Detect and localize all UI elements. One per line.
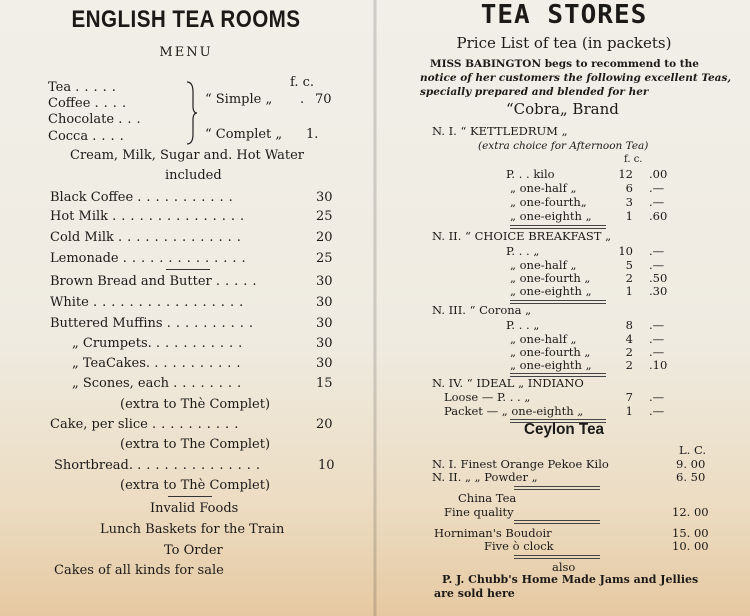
menu-item: „ Scones, each ........ [72, 376, 247, 391]
menu-price: 30 [316, 316, 333, 331]
page-fold [373, 0, 377, 616]
menu-item: Cold Milk .............. [50, 230, 246, 245]
intro-line-1: MISS BABINGTON begs to recommend to the [430, 58, 699, 70]
price-row-label: Packet — „ one-eighth „ [444, 404, 584, 418]
menu-price: 15 [316, 376, 333, 391]
menu-price: 30 [316, 274, 333, 289]
menu-price: 25 [316, 251, 333, 266]
price-row-label: „ one-fourth„ [510, 195, 587, 209]
price-row-c: .— [649, 332, 665, 346]
intro-line-2: notice of her customers the following excellent Teas, [420, 72, 732, 84]
ceylon-row-price: 9. 00 [676, 457, 706, 471]
menu-price: 25 [316, 209, 333, 224]
divider [514, 520, 600, 524]
kettledrum-note: (extra choice for Afternoon Tea) [478, 140, 649, 152]
tea-stores-title: TEA STORES [480, 0, 648, 30]
ceylon-currency: L. C. [679, 443, 706, 457]
menu-item: Brown Bread and Butter ..... [50, 274, 262, 289]
price-row-label: „ one-eighth „ [510, 209, 592, 223]
price-row-f: 6 [625, 181, 633, 195]
menu-price: 30 [316, 336, 333, 351]
horniman-boudoir-label: Horniman's Boudoir [434, 526, 552, 540]
ceylon-row-label: N. I. Finest Orange Pekoe Kilo [432, 457, 609, 471]
tea-heading-kettledrum: N. I. “ KETTLEDRUM „ [432, 124, 568, 138]
included-note-1: Cream, Milk, Sugar and. Hot Water [70, 148, 305, 163]
brand-name: “Cobra„ Brand [506, 100, 619, 118]
price-row-c: .— [649, 345, 665, 359]
lunch-baskets: Lunch Baskets for the Train [100, 522, 285, 537]
price-row-c: .— [649, 404, 665, 418]
five-o-clock-label: Five ò clock [484, 539, 554, 553]
tea-rooms-menu [0, 0, 372, 616]
divider [168, 496, 212, 497]
cakes-for-sale: Cakes of all kinds for sale [54, 563, 224, 578]
menu-item: Shortbread. .............. [54, 458, 265, 473]
basic-item-tea: Tea ..... [48, 80, 121, 95]
menu-price: 10 [318, 458, 335, 473]
basic-item-chocolate: Chocolate ... [48, 112, 146, 127]
price-row-c: .— [649, 390, 665, 404]
china-tea-title: China Tea [458, 491, 517, 505]
simple-label: “ Simple „ [205, 92, 273, 107]
basic-item-cocca: Cocca .... [48, 129, 129, 144]
tea-heading-ideal-indiano: N. IV. “ IDEAL „ INDIANO [432, 376, 584, 390]
to-order: To Order [164, 543, 223, 558]
ceylon-tea-title: Ceylon Tea [524, 421, 604, 438]
price-row-label: „ one-fourth „ [510, 345, 591, 359]
price-list-subtitle: Price List of tea (in packets) [456, 34, 672, 52]
extra-note: (extra to The Complet) [120, 437, 271, 452]
menu-price: 30 [316, 190, 333, 205]
chubb-jams-line: P. J. Chubb's Home Made Jams and Jellies [442, 573, 699, 586]
price-row-f: 2 [625, 358, 633, 372]
price-row-c: .30 [649, 284, 668, 298]
basic-item-coffee: Coffee .... [48, 96, 132, 111]
price-row-f: 2 [625, 271, 633, 285]
price-row-f: 1 [625, 404, 633, 418]
kettledrum-currency: f. c. [624, 154, 643, 165]
also-text: also [552, 560, 576, 574]
simple-price: 70 [315, 92, 332, 107]
menu-item: „ Crumpets. .......... [72, 336, 248, 351]
intro-line-3: specially prepared and blended for her [420, 86, 649, 98]
ceylon-row-label: N. II. „ „ Powder „ [432, 470, 538, 484]
invalid-foods: Invalid Foods [150, 501, 239, 516]
menu-item: Black Coffee ........... [50, 190, 238, 205]
price-row-label: „ one-half „ [510, 181, 577, 195]
price-row-c: .— [649, 195, 665, 209]
tea-heading-corona: N. III. “ Corona „ [432, 303, 532, 317]
menu-item: „ TeaCakes. .......... [72, 356, 246, 371]
price-row-f: 7 [625, 390, 633, 404]
price-row-label: P. . . „ [506, 318, 540, 332]
divider [514, 486, 600, 490]
china-row-price: 12. 00 [672, 505, 709, 519]
menu-price: 20 [316, 417, 333, 432]
price-row-c: .10 [649, 358, 668, 372]
menu-subtitle: MENU [159, 45, 213, 60]
china-row-label: Fine quality [444, 505, 514, 519]
price-row-f: 2 [625, 345, 633, 359]
price-row-f: 10 [618, 244, 633, 258]
menu-item: Hot Milk ............... [50, 209, 250, 224]
menu-price: 30 [316, 356, 333, 371]
divider [514, 555, 600, 559]
menu-item: White ................. [50, 295, 249, 310]
price-row-label: P. . . „ [506, 244, 540, 258]
price-row-f: 4 [625, 332, 633, 346]
divider [166, 269, 210, 270]
menu-item: Cake, per slice .......... [50, 417, 244, 432]
complet-price: 1. [306, 127, 319, 142]
menu-price: 30 [316, 295, 333, 310]
menu-item: Buttered Muffins .......... [50, 316, 259, 331]
price-row-c: .— [649, 258, 665, 272]
price-row-c: .50 [649, 271, 668, 285]
price-row-label: „ one-fourth „ [510, 271, 591, 285]
price-row-c: .— [649, 318, 665, 332]
complet-label: “ Complet „ [205, 127, 283, 142]
included-note-2: included [165, 168, 222, 183]
menu-price: 20 [316, 230, 333, 245]
price-row-c: .60 [649, 209, 668, 223]
price-row-f: 1 [625, 209, 633, 223]
five-o-clock-price: 10. 00 [672, 539, 709, 553]
price-row-label: „ one-half „ [510, 332, 577, 346]
brace [184, 80, 198, 146]
price-row-c: .00 [649, 167, 668, 181]
price-row-f: 1 [625, 284, 633, 298]
price-row-label: „ one-half „ [510, 258, 577, 272]
tea-rooms-title: ENGLISH TEA ROOMS [71, 6, 301, 33]
price-row-label: „ one-eighth „ [510, 358, 592, 372]
price-row-label: Loose — P. . . „ [444, 390, 531, 404]
menu-item: Lemonade .............. [50, 251, 251, 266]
extra-note: (extra to Thè Complet) [120, 397, 271, 412]
price-row-c: .— [649, 244, 665, 258]
price-row-f: 5 [625, 258, 633, 272]
sold-here-line: are sold here [434, 587, 515, 600]
price-row-label: „ one-eighth „ [510, 284, 592, 298]
price-row-f: 3 [625, 195, 633, 209]
currency-header: f. c. [290, 75, 315, 90]
simple-dots: . [300, 92, 305, 107]
extra-note: (extra to Thè Complet) [120, 478, 271, 493]
price-row-c: .— [649, 181, 665, 195]
horniman-boudoir-price: 15. 00 [672, 526, 709, 540]
price-row-f: 8 [625, 318, 633, 332]
price-row-label: P. . . kilo [506, 167, 555, 181]
price-row-f: 12 [618, 167, 633, 181]
tea-stores-price-list [378, 0, 750, 616]
tea-heading-choice-breakfast: N. II. “ CHOICE BREAKFAST „ [432, 229, 612, 243]
ceylon-row-price: 6. 50 [676, 470, 706, 484]
